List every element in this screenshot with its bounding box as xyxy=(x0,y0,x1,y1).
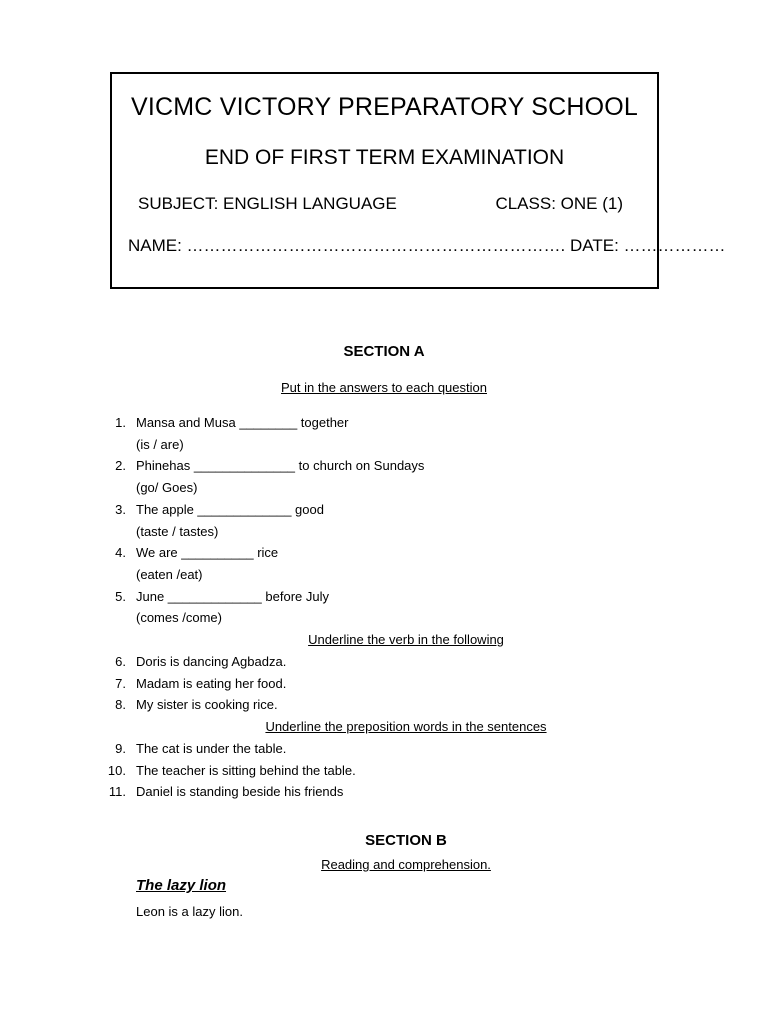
question-number: 6. xyxy=(115,654,126,669)
question-2-options: (go/ Goes) xyxy=(136,480,198,495)
question-number: 8. xyxy=(115,697,126,712)
section-a-instruction: Put in the answers to each question xyxy=(281,380,487,395)
question-text: The teacher is sitting behind the table. xyxy=(136,763,356,778)
question-7 xyxy=(115,676,287,691)
section-b-heading: SECTION B xyxy=(365,832,447,849)
verb-instruction: Underline the verb in the following xyxy=(308,632,504,647)
question-4-options: (eaten /eat) xyxy=(136,567,203,582)
question-text: Madam is eating her food. xyxy=(136,676,287,691)
question-text: My sister is cooking rice. xyxy=(136,697,278,712)
question-2 xyxy=(115,458,425,473)
question-4 xyxy=(115,545,279,560)
question-number: 1. xyxy=(115,415,126,430)
section-b-instruction: Reading and comprehension. xyxy=(321,857,491,872)
question-text: The cat is under the table. xyxy=(136,741,287,756)
question-number: 5. xyxy=(115,589,126,604)
question-text: Doris is dancing Agbadza. xyxy=(136,654,287,669)
question-text: June _____________ before July xyxy=(136,589,329,604)
question-5 xyxy=(115,589,329,604)
question-text: The apple _____________ good xyxy=(136,502,324,517)
question-number: 10. xyxy=(107,763,126,778)
question-6 xyxy=(115,654,287,669)
question-5-options: (comes /come) xyxy=(136,610,222,625)
exam-header-box xyxy=(110,72,726,289)
story-title: The lazy lion xyxy=(136,877,227,894)
preposition-instruction: Underline the preposition words in the sentences xyxy=(265,719,547,734)
story-text: Leon is a lazy lion. xyxy=(136,904,243,919)
name-date-line: NAME: …………………………………………………………. DATE: ……………… xyxy=(128,236,726,255)
question-9 xyxy=(115,741,287,756)
subject-label: SUBJECT: ENGLISH LANGUAGE xyxy=(138,194,397,213)
question-1 xyxy=(115,415,349,430)
question-number: 3. xyxy=(115,502,126,517)
exam-title: END OF FIRST TERM EXAMINATION xyxy=(204,146,565,169)
question-8 xyxy=(115,697,278,712)
question-text: We are __________ rice xyxy=(136,545,279,560)
question-10 xyxy=(107,763,356,778)
question-number: 9. xyxy=(115,741,126,756)
school-name: VICMC VICTORY PREPARATORY SCHOOL xyxy=(131,93,638,121)
question-number: 4. xyxy=(115,545,126,560)
question-text: Phinehas ______________ to church on Sundays xyxy=(136,458,425,473)
question-11 xyxy=(108,784,344,799)
section-a-heading: SECTION A xyxy=(343,343,425,360)
question-number: 11. xyxy=(108,784,126,799)
question-text: Daniel is standing beside his friends xyxy=(136,784,344,799)
question-1-options: (is / are) xyxy=(136,437,184,452)
question-text: Mansa and Musa ________ together xyxy=(136,415,349,430)
question-3 xyxy=(115,502,324,517)
question-3-options: (taste / tastes) xyxy=(136,524,219,539)
question-number: 7. xyxy=(115,676,126,691)
question-number: 2. xyxy=(115,458,126,473)
class-label: CLASS: ONE (1) xyxy=(495,194,623,213)
